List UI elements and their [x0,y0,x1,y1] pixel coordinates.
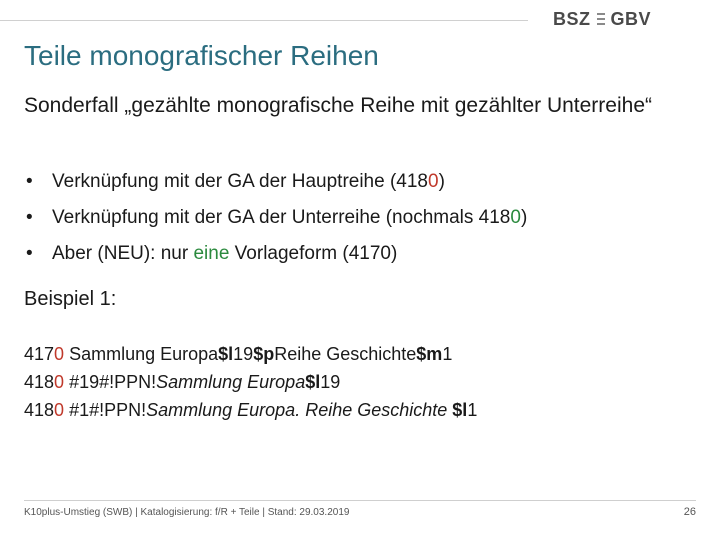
example-heading: Beispiel 1: [24,288,117,310]
subfield-code: $l [305,372,321,392]
example-line [24,396,477,424]
field-code-accent: 0 [54,344,65,364]
bullet-item: • Verknüpfung mit der GA der Unterreihe (nochmals 4180) [24,200,527,236]
field-code: 418 [24,372,55,392]
field-value: Sammlung Europa [64,344,219,364]
header-rule [0,20,528,21]
footer-text: K10plus-Umstieg (SWB) | Katalogisierung: f/R + Teile | Stand: 29.03.2019 [24,507,350,518]
subfield-code: $l [452,400,468,420]
bullet-item: • Aber (NEU): nur eine Vorlageform (4170) [24,236,527,272]
page-number: 26 [683,506,696,518]
field-value: 19 [233,344,254,364]
field-value: 1 [442,344,453,364]
logo-left-text: BSZ [553,8,591,29]
bullet-icon: • [26,207,33,228]
field-value: #19#!PPN! [64,372,157,392]
field-value: Sammlung Europa. Reihe Geschichte [146,400,448,420]
footer-rule [24,500,696,501]
field-value: #1#!PPN! [64,400,147,420]
bullet-icon: • [26,243,33,264]
logo-stack-icon [597,12,605,27]
field-code-accent: 0 [54,400,65,420]
subfield-code: $p [253,344,275,364]
field-value: Sammlung Europa [156,372,306,392]
bullet-icon: • [26,171,33,192]
bsz-gbv-logo [553,7,651,31]
field-code-accent: 0 [54,372,65,392]
bullet-list [24,164,527,272]
field-code: 417 [24,344,55,364]
subfield-code: $m [416,344,443,364]
logo-right-text: GBV [610,8,652,29]
field-value: Reihe Geschichte [274,344,417,364]
field-code: 418 [24,400,55,420]
subfield-code: $l [218,344,234,364]
slide-subtitle: Sonderfall „gezählte monografische Reihe mit gezählter Unterreihe“ [24,94,652,117]
field-value: 19 [320,372,341,392]
accent-digit: 0 [510,207,521,228]
field-value: 1 [467,400,478,420]
accent-word: eine [193,243,230,264]
accent-digit: 0 [428,171,439,192]
example-line [24,368,477,396]
slide-title: Teile monografischer Reihen [24,40,379,71]
bullet-item: • Verknüpfung mit der GA der Hauptreihe (4180) [24,164,527,200]
example-line [24,340,477,368]
example-lines [24,340,477,424]
